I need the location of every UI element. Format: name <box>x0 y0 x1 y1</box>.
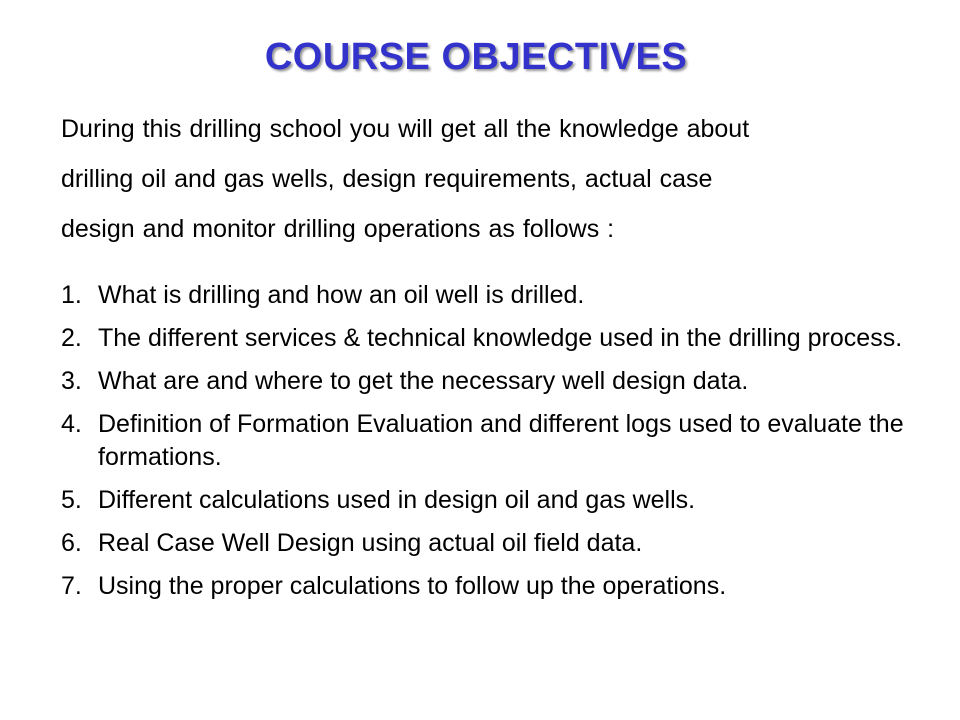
objective-text: The different services & technical knowledge used in the drilling process. <box>98 324 903 352</box>
intro-paragraph <box>61 104 951 254</box>
objectives-list <box>61 279 956 613</box>
objective-number: 4. <box>61 410 82 438</box>
objective-text: Using the proper calculations to follow up the operations. <box>98 572 727 600</box>
objective-item <box>61 279 956 312</box>
objective-item <box>61 484 956 517</box>
objective-item <box>61 408 956 474</box>
objective-item <box>61 365 956 398</box>
objective-item <box>61 570 956 603</box>
objective-number: 3. <box>61 367 82 395</box>
objective-item <box>61 527 956 560</box>
objective-number: 2. <box>61 324 82 352</box>
objective-number: 7. <box>61 572 82 600</box>
objective-number: 6. <box>61 529 82 557</box>
intro-line: design and monitor drilling operations as follows : <box>61 215 615 243</box>
objective-item <box>61 322 956 355</box>
intro-line: drilling oil and gas wells, design requirements, actual case <box>61 165 713 193</box>
objective-text: Real Case Well Design using actual oil field data. <box>98 529 643 557</box>
objective-text: What is drilling and how an oil well is drilled. <box>98 281 585 309</box>
objective-text: What are and where to get the necessary well design data. <box>98 367 749 395</box>
objective-number: 5. <box>61 486 82 514</box>
slide-title: COURSE OBJECTIVES <box>264 36 688 78</box>
objective-number: 1. <box>61 281 82 309</box>
objective-text: Definition of Formation Evaluation and different logs used to evaluate the formations. <box>98 410 904 471</box>
objective-text: Different calculations used in design oil and gas wells. <box>98 486 696 514</box>
intro-line: During this drilling school you will get all the knowledge about <box>61 115 750 143</box>
